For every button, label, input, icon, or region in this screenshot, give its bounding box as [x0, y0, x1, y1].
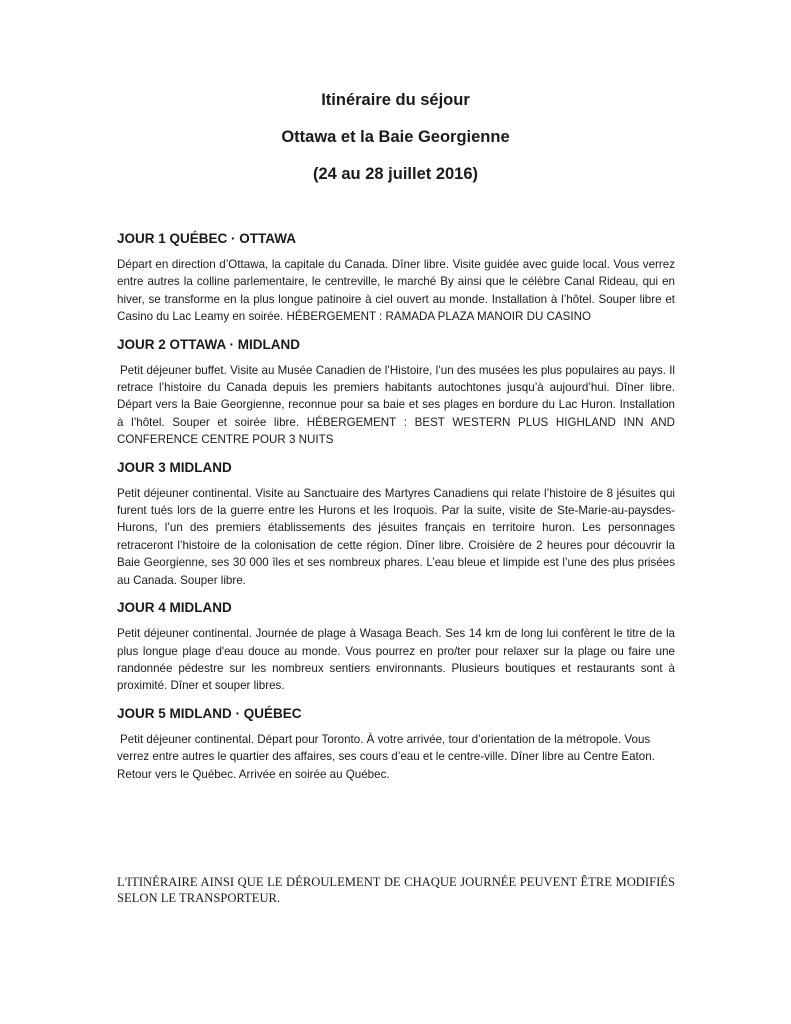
- day-description: Petit déjeuner buffet. Visite au Musée Canadien de l’Histoire, l’un des musées les plus populaires au pays. Il retrace l’histoire du Canada depuis les premiers habitants autochtones jusqu’à aujourd’hui. Dîner libre. Départ vers la Baie Georgienne, reconnue pour sa baie et ses plages en bordure du Lac Huron. Installation à l’hôtel. Souper et soirée libre. HÉBERGEMENT : BEST WESTERN PLUS HIGHLAND INN AND CONFERENCE CENTRE POUR 3 NUITS: [117, 363, 675, 447]
- day-section-5: [117, 705, 675, 783]
- day-heading: JOUR 2 OTTAWA · MIDLAND: [117, 336, 300, 352]
- day-description: Départ en direction d’Ottawa, la capitale du Canada. Dîner libre. Visite guidée avec guide local. Vous verrez entre autres la colline parlementaire, le centreville, le marché By ainsi que le célèbre Canal Rideau, qui en hiver, se transforme en la plus longue patinoire à ciel ouvert au monde. Installation à l’hôtel. Souper libre et Casino du Lac Leamy en soirée. HÉBERGEMENT : RAMADA PLAZA MANOIR DU CASINO: [117, 258, 675, 324]
- document-subtitle: Ottawa et la Baie Georgienne: [281, 128, 510, 146]
- document-title: Itinéraire du séjour: [321, 91, 470, 109]
- disclaimer-note: L'ITINÉRAIRE AINSI QUE LE DÉROULEMENT DE CHAQUE JOURNÉE PEUVENT ÊTRE MODIFIÉS SELON LE TRANSPORTEUR.: [117, 875, 675, 905]
- day-section-2: [117, 336, 675, 449]
- day-section-1: [117, 230, 675, 326]
- day-description: Petit déjeuner continental. Visite au Sanctuaire des Martyres Canadiens qui relate l’histoire de 8 jésuites qui furent tués lors de la guerre entre les Hurons et les Iroquois. Par la suite, visite de Ste-Marie-au-paysdes-Hurons, l’un des premiers établissements des jésuites français en territoire huron. Les personnages retraceront l’histoire de la colonisation de cette région. Dîner libre. Croisière de 2 heures pour découvrir la Baie Georgienne, ses 30 000 îles et ses nombreux phares. L’eau bleue et limpide est l’une des plus prisées au Canada. Souper libre.: [117, 486, 675, 587]
- day-heading: JOUR 5 MIDLAND · QUÉBEC: [117, 705, 302, 721]
- day-section-4: [117, 599, 675, 695]
- day-heading: JOUR 1 QUÉBEC · OTTAWA: [117, 231, 297, 246]
- day-section-3: [117, 459, 675, 589]
- day-description: Petit déjeuner continental. Journée de plage à Wasaga Beach. Ses 14 km de long lui confèrent le titre de la plus longue plage d'eau douce au monde. Vous pourrez en pro/ter pour relaxer sur la plage ou faire une randonnée pédestre sur les nombreux sentiers environnants. Plusieurs boutiques et restaurants sont à proximité. Dîner et souper libres.: [117, 627, 675, 693]
- day-description: Petit déjeuner continental. Départ pour Toronto. À votre arrivée, tour d’orientation de la métropole. Vous verrez entre autres le quartier des affaires, ses cours d’eau et le centre-ville. Dîner libre au Centre Eaton. Retour vers le Québec. Arrivée en soirée au Québec.: [117, 732, 655, 781]
- title-block: [0, 90, 791, 201]
- itinerary-content: [117, 230, 675, 793]
- day-heading: JOUR 4 MIDLAND: [117, 600, 232, 616]
- day-heading: JOUR 3 MIDLAND: [117, 459, 232, 475]
- document-dates: (24 au 28 juillet 2016): [312, 165, 479, 183]
